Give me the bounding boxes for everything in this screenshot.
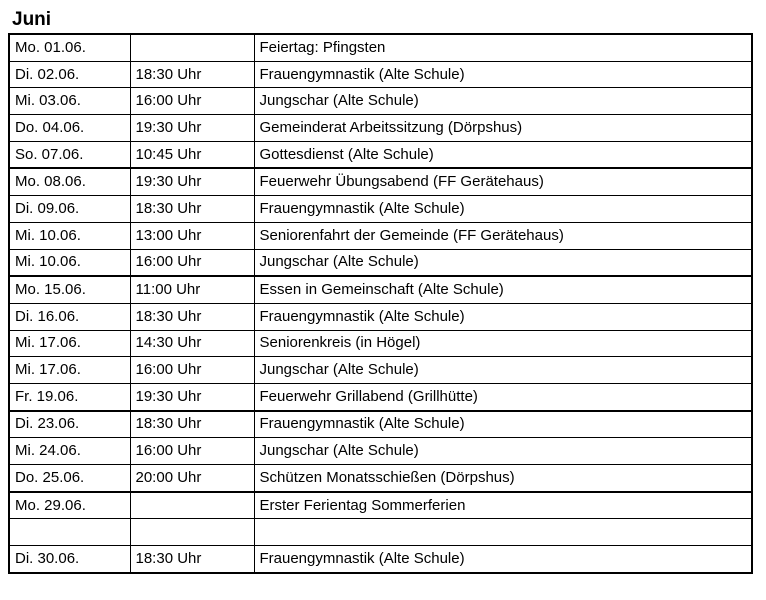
date-cell: [9, 519, 130, 546]
event-cell: Jungschar (Alte Schule): [254, 438, 752, 465]
event-cell: Erster Ferientag Sommerferien: [254, 492, 752, 519]
time-cell: 11:00 Uhr: [130, 276, 254, 303]
event-cell: Frauengymnastik (Alte Schule): [254, 411, 752, 438]
date-cell: So. 07.06.: [9, 141, 130, 168]
date-cell: Di. 02.06.: [9, 61, 130, 88]
event-cell: Jungschar (Alte Schule): [254, 88, 752, 115]
event-cell: [254, 519, 752, 546]
date-cell: Fr. 19.06.: [9, 383, 130, 410]
table-row: [9, 519, 752, 546]
table-row: [9, 249, 752, 276]
date-cell: Mi. 24.06.: [9, 438, 130, 465]
date-cell: Mo. 15.06.: [9, 276, 130, 303]
event-cell: Essen in Gemeinschaft (Alte Schule): [254, 276, 752, 303]
time-cell: [130, 492, 254, 519]
date-cell: Mi. 03.06.: [9, 88, 130, 115]
time-cell: 16:00 Uhr: [130, 438, 254, 465]
time-cell: 16:00 Uhr: [130, 249, 254, 276]
table-row: [9, 330, 752, 357]
event-cell: Schützen Monatsschießen (Dörpshus): [254, 465, 752, 492]
time-cell: 18:30 Uhr: [130, 411, 254, 438]
event-cell: Feuerwehr Grillabend (Grillhütte): [254, 383, 752, 410]
event-cell: Frauengymnastik (Alte Schule): [254, 303, 752, 330]
time-cell: 14:30 Uhr: [130, 330, 254, 357]
event-cell: Frauengymnastik (Alte Schule): [254, 546, 752, 573]
event-cell: Frauengymnastik (Alte Schule): [254, 196, 752, 223]
date-cell: Di. 30.06.: [9, 546, 130, 573]
time-cell: 18:30 Uhr: [130, 303, 254, 330]
date-cell: Mo. 08.06.: [9, 168, 130, 195]
date-cell: Mi. 10.06.: [9, 222, 130, 249]
event-cell: Seniorenfahrt der Gemeinde (FF Gerätehaus): [254, 222, 752, 249]
table-row: [9, 546, 752, 573]
table-row: [9, 411, 752, 438]
time-cell: [130, 519, 254, 546]
event-cell: Gottesdienst (Alte Schule): [254, 141, 752, 168]
event-cell: Feuerwehr Übungsabend (FF Gerätehaus): [254, 168, 752, 195]
table-row: [9, 34, 752, 61]
table-row: [9, 88, 752, 115]
event-cell: Jungschar (Alte Schule): [254, 249, 752, 276]
table-row: [9, 168, 752, 195]
time-cell: 20:00 Uhr: [130, 465, 254, 492]
table-row: [9, 196, 752, 223]
table-row: [9, 438, 752, 465]
date-cell: Mi. 10.06.: [9, 249, 130, 276]
time-cell: 18:30 Uhr: [130, 196, 254, 223]
date-cell: Do. 04.06.: [9, 115, 130, 142]
event-cell: Jungschar (Alte Schule): [254, 357, 752, 384]
date-cell: Mo. 29.06.: [9, 492, 130, 519]
table-row: [9, 115, 752, 142]
table-row: [9, 492, 752, 519]
table-row: [9, 141, 752, 168]
date-cell: Mi. 17.06.: [9, 330, 130, 357]
table-row: [9, 383, 752, 410]
time-cell: 19:30 Uhr: [130, 383, 254, 410]
time-cell: 16:00 Uhr: [130, 357, 254, 384]
table-row: [9, 222, 752, 249]
table-row: [9, 276, 752, 303]
table-row: [9, 61, 752, 88]
date-cell: Di. 09.06.: [9, 196, 130, 223]
event-schedule-table: [8, 33, 753, 574]
time-cell: 19:30 Uhr: [130, 168, 254, 195]
date-cell: Di. 16.06.: [9, 303, 130, 330]
time-cell: 10:45 Uhr: [130, 141, 254, 168]
date-cell: Di. 23.06.: [9, 411, 130, 438]
event-cell: Seniorenkreis (in Högel): [254, 330, 752, 357]
time-cell: 13:00 Uhr: [130, 222, 254, 249]
date-cell: Do. 25.06.: [9, 465, 130, 492]
date-cell: Mo. 01.06.: [9, 34, 130, 61]
event-cell: Gemeinderat Arbeitssitzung (Dörpshus): [254, 115, 752, 142]
time-cell: 18:30 Uhr: [130, 546, 254, 573]
event-cell: Feiertag: Pfingsten: [254, 34, 752, 61]
time-cell: 19:30 Uhr: [130, 115, 254, 142]
page-title: Juni: [12, 9, 52, 30]
table-row: [9, 357, 752, 384]
time-cell: 16:00 Uhr: [130, 88, 254, 115]
event-cell: Frauengymnastik (Alte Schule): [254, 61, 752, 88]
time-cell: 18:30 Uhr: [130, 61, 254, 88]
schedule-body: [9, 34, 752, 573]
table-row: [9, 303, 752, 330]
date-cell: Mi. 17.06.: [9, 357, 130, 384]
table-row: [9, 465, 752, 492]
time-cell: [130, 34, 254, 61]
